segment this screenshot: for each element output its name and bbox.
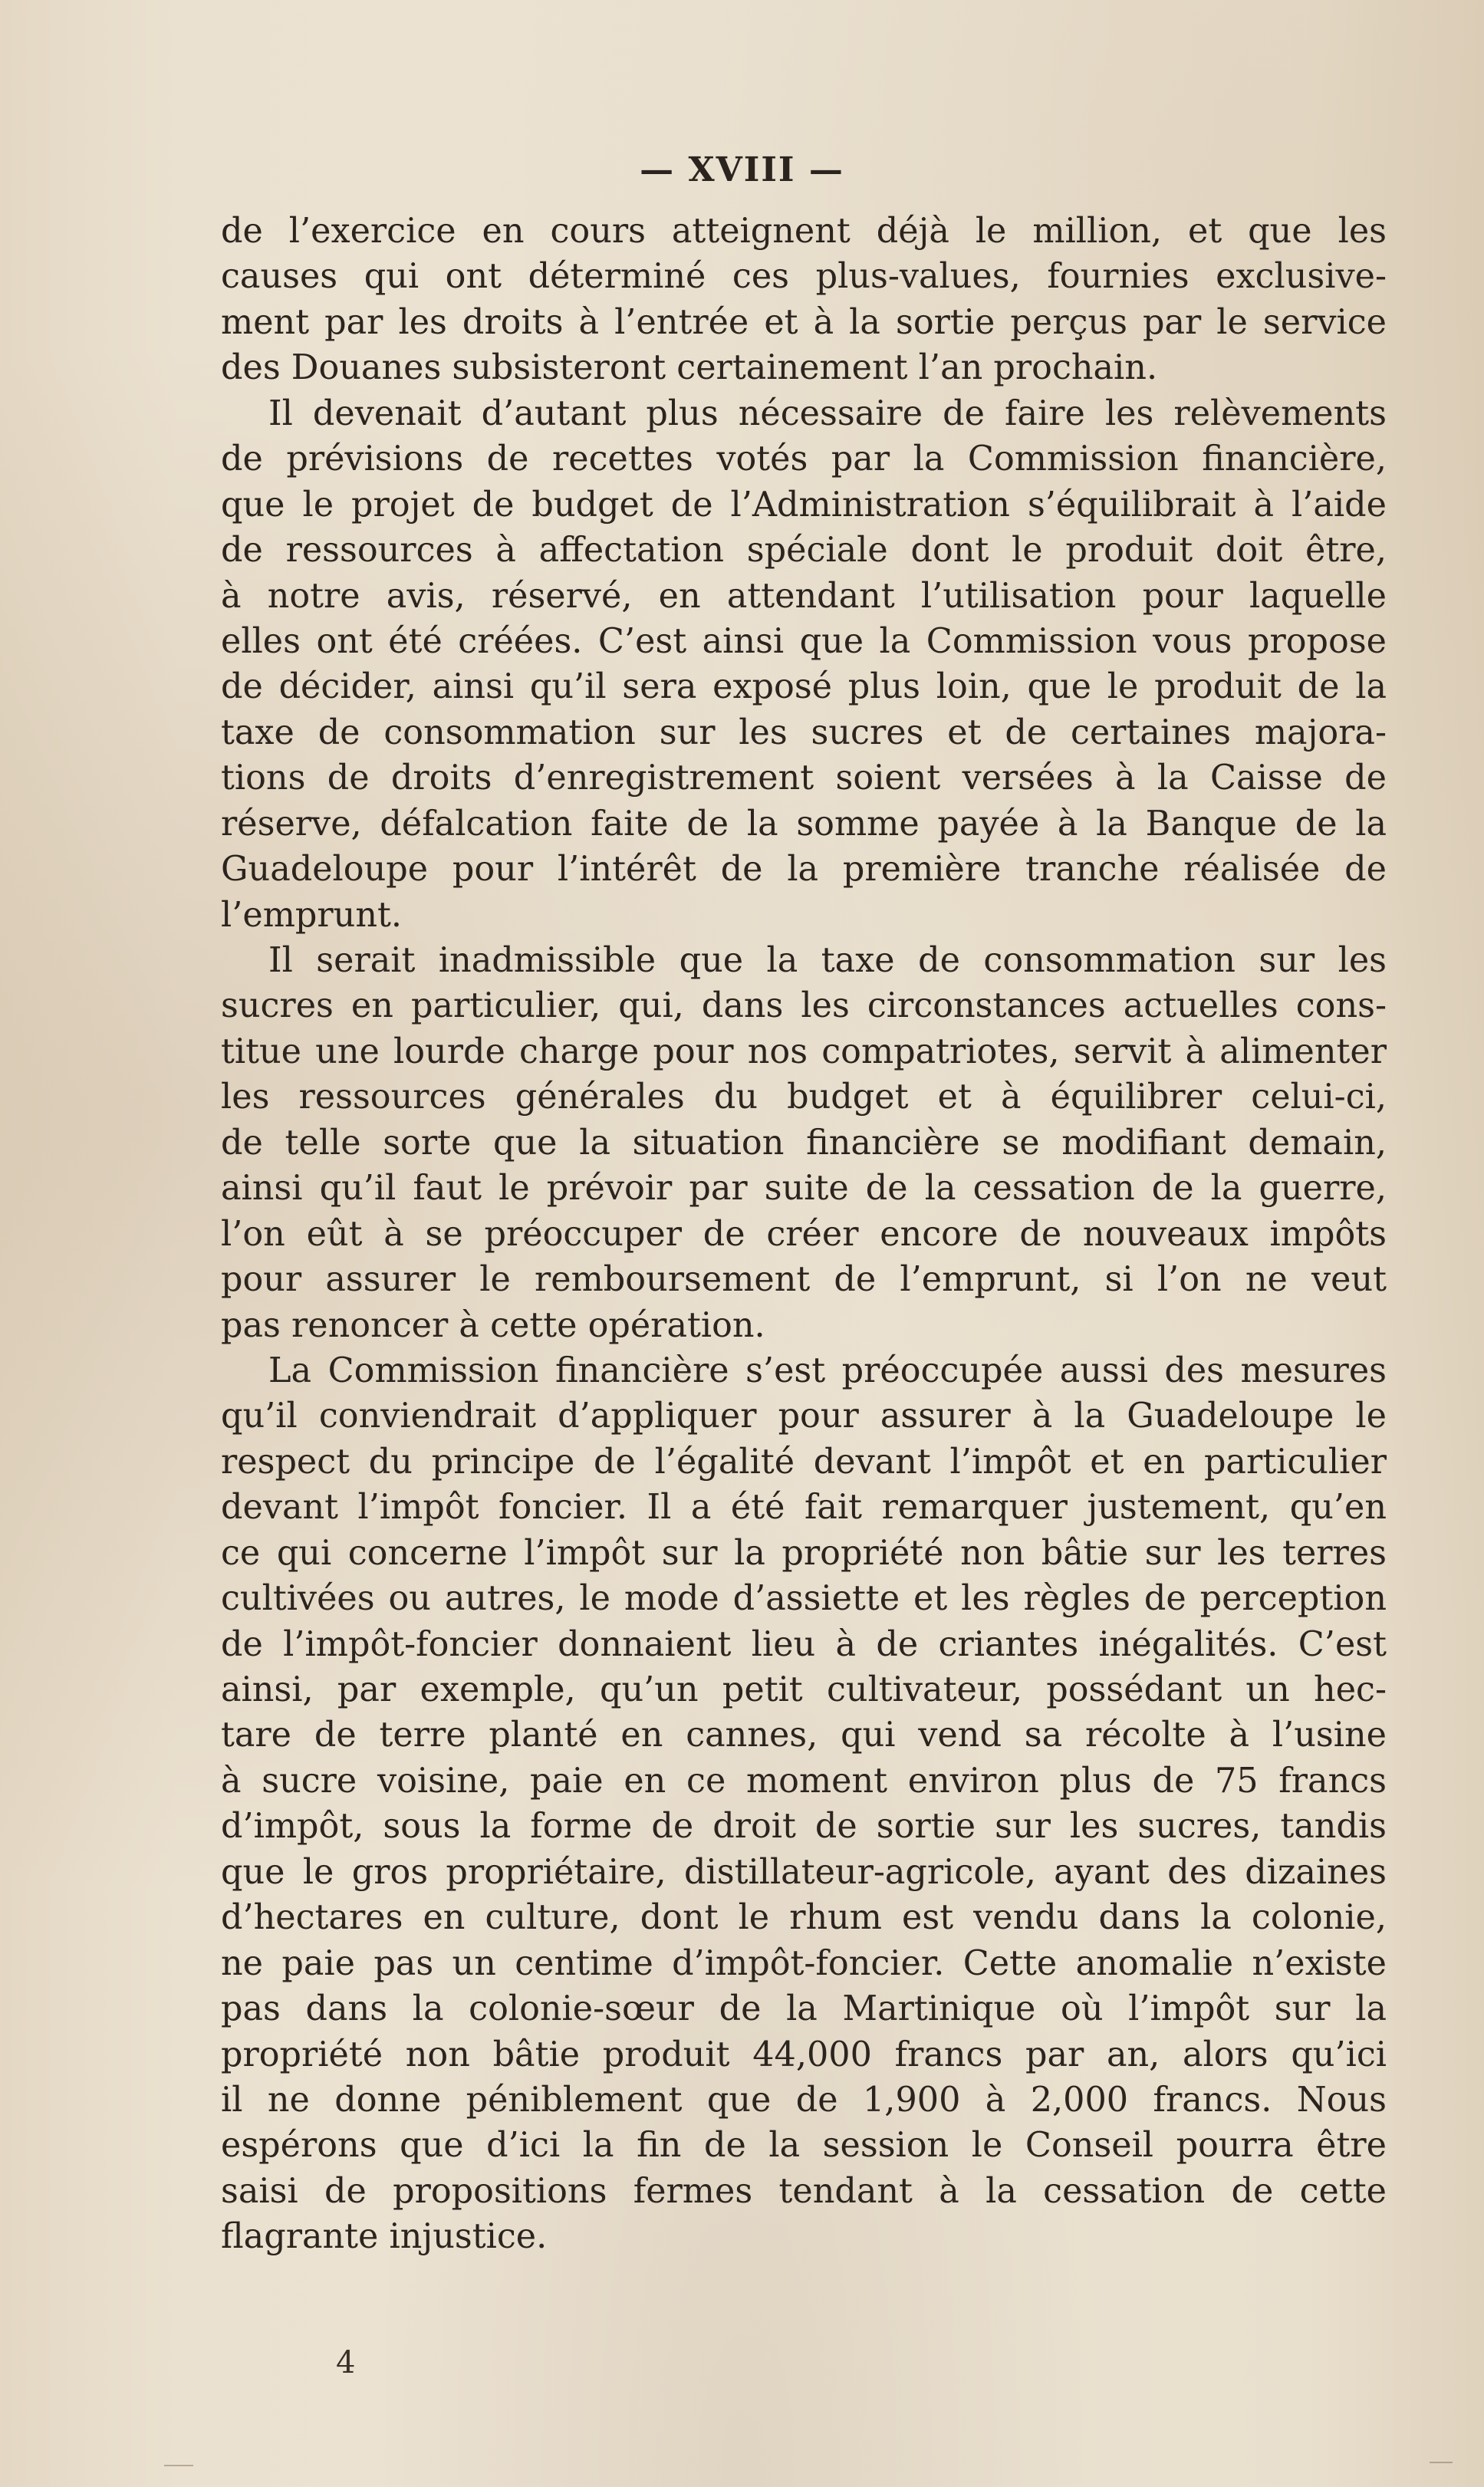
text-line: espérons que d’ici la fin de la session le Conseil pourra être (221, 2126, 1387, 2166)
text-line: flagrante injustice. (221, 2217, 548, 2257)
text-line: cultivées ou autres, le mode d’assiette et les règles de perception (221, 1579, 1387, 1619)
text-line: Il serait inadmissible que la taxe de consommation sur les (268, 941, 1387, 980)
text-line: d’hectares en culture, dont le rhum est vendu dans la colonie, (221, 1898, 1387, 1938)
text-line: d’impôt, sous la forme de droit de sortie sur les sucres, tandis (221, 1807, 1387, 1847)
text-line: pas dans la colonie-sœur de la Martinique où l’impôt sur la (221, 1989, 1387, 2029)
paragraph (221, 391, 1387, 938)
text-line: ainsi, par exemple, qu’un petit cultivateur, possédant un hec- (221, 1670, 1387, 1709)
text-line: taxe de consommation sur les sucres et de certaines majora- (221, 712, 1387, 752)
text-line: titue une lourde charge pour nos compatriotes, servit à alimenter (221, 1031, 1387, 1071)
page-header: — XVIII — (640, 150, 844, 189)
text-line: causes qui ont déterminé ces plus-values, fournies exclusive- (221, 257, 1387, 297)
paragraph (221, 209, 1387, 391)
text-line: réserve, défalcation faite de la somme payée à la Banque de la (221, 804, 1387, 844)
text-line: saisi de propositions fermes tendant à la cessation de cette (221, 2171, 1387, 2211)
text-line: tare de terre planté en cannes, qui vend sa récolte à l’usine (221, 1716, 1387, 1755)
left-edge-mark (164, 2465, 193, 2466)
text-line: La Commission financière s’est préoccupée aussi des mesures (268, 1350, 1387, 1390)
text-line: de telle sorte que la situation financière se modifiant demain, (221, 1123, 1387, 1163)
text-line: de prévisions de recettes votés par la Commission financière, (221, 439, 1387, 479)
text-line: de l’exercice en cours atteignent déjà le million, et que les (221, 212, 1387, 251)
text-line: respect du principe de l’égalité devant l’impôt et en particulier (221, 1442, 1387, 1482)
text-line: ment par les droits à l’entrée et à la sortie perçus par le service (221, 302, 1387, 342)
text-line: ne paie pas un centime d’impôt-foncier. Cette anomalie n’existe (221, 1943, 1387, 1983)
text-line: à notre avis, réservé, en attendant l’utilisation pour laquelle (221, 576, 1387, 616)
body-text (221, 209, 1387, 2260)
text-line: propriété non bâtie produit 44,000 francs par an, alors qu’ici (221, 2035, 1387, 2074)
text-line: de décider, ainsi qu’il sera exposé plus loin, que le produit de la (221, 667, 1387, 707)
right-edge-mark (1430, 2462, 1453, 2463)
text-line: ainsi qu’il faut le prévoir par suite de la cessation de la guerre, (221, 1169, 1387, 1209)
paragraph (221, 938, 1387, 1348)
text-line: pour assurer le remboursement de l’emprunt, si l’on ne veut (221, 1260, 1387, 1300)
text-line: ce qui concerne l’impôt sur la propriété non bâtie sur les terres (221, 1533, 1387, 1573)
text-line: Il devenait d’autant plus nécessaire de faire les relèvements (268, 393, 1387, 433)
text-line: l’emprunt. (221, 895, 403, 935)
text-line: Guadeloupe pour l’intérêt de la première tranche réalisée de (221, 850, 1387, 890)
text-line: que le gros propriétaire, distillateur-agricole, ayant des dizaines (221, 1852, 1387, 1892)
footer-signature-mark: 4 (336, 2345, 356, 2380)
text-line: devant l’impôt foncier. Il a été fait remarquer justement, qu’en (221, 1488, 1387, 1528)
text-line: qu’il conviendrait d’appliquer pour assurer à la Guadeloupe le (221, 1396, 1387, 1436)
text-line: tions de droits d’enregistrement soient versées à la Caisse de (221, 758, 1387, 798)
text-line: de l’impôt-foncier donnaient lieu à de criantes inégalités. C’est (221, 1624, 1387, 1664)
text-line: l’on eût à se préoccuper de créer encore de nouveaux impôts (221, 1214, 1387, 1254)
text-line: elles ont été créées. C’est ainsi que la Commission vous propose (221, 621, 1387, 661)
text-line: les ressources générales du budget et à équilibrer celui-ci, (221, 1077, 1387, 1117)
text-line: des Douanes subsisteront certainement l’an prochain. (221, 348, 1158, 388)
paragraph (221, 1348, 1387, 2260)
text-line: de ressources à affectation spéciale dont le produit doit être, (221, 531, 1387, 571)
text-line: à sucre voisine, paie en ce moment environ plus de 75 francs (221, 1761, 1387, 1801)
text-line: il ne donne péniblement que de 1,900 à 2,000 francs. Nous (221, 2080, 1387, 2120)
text-line: que le projet de budget de l’Administration s’équilibrait à l’aide (221, 485, 1387, 525)
text-line: pas renoncer à cette opération. (221, 1305, 765, 1345)
text-line: sucres en particulier, qui, dans les circonstances actuelles cons- (221, 986, 1387, 1026)
